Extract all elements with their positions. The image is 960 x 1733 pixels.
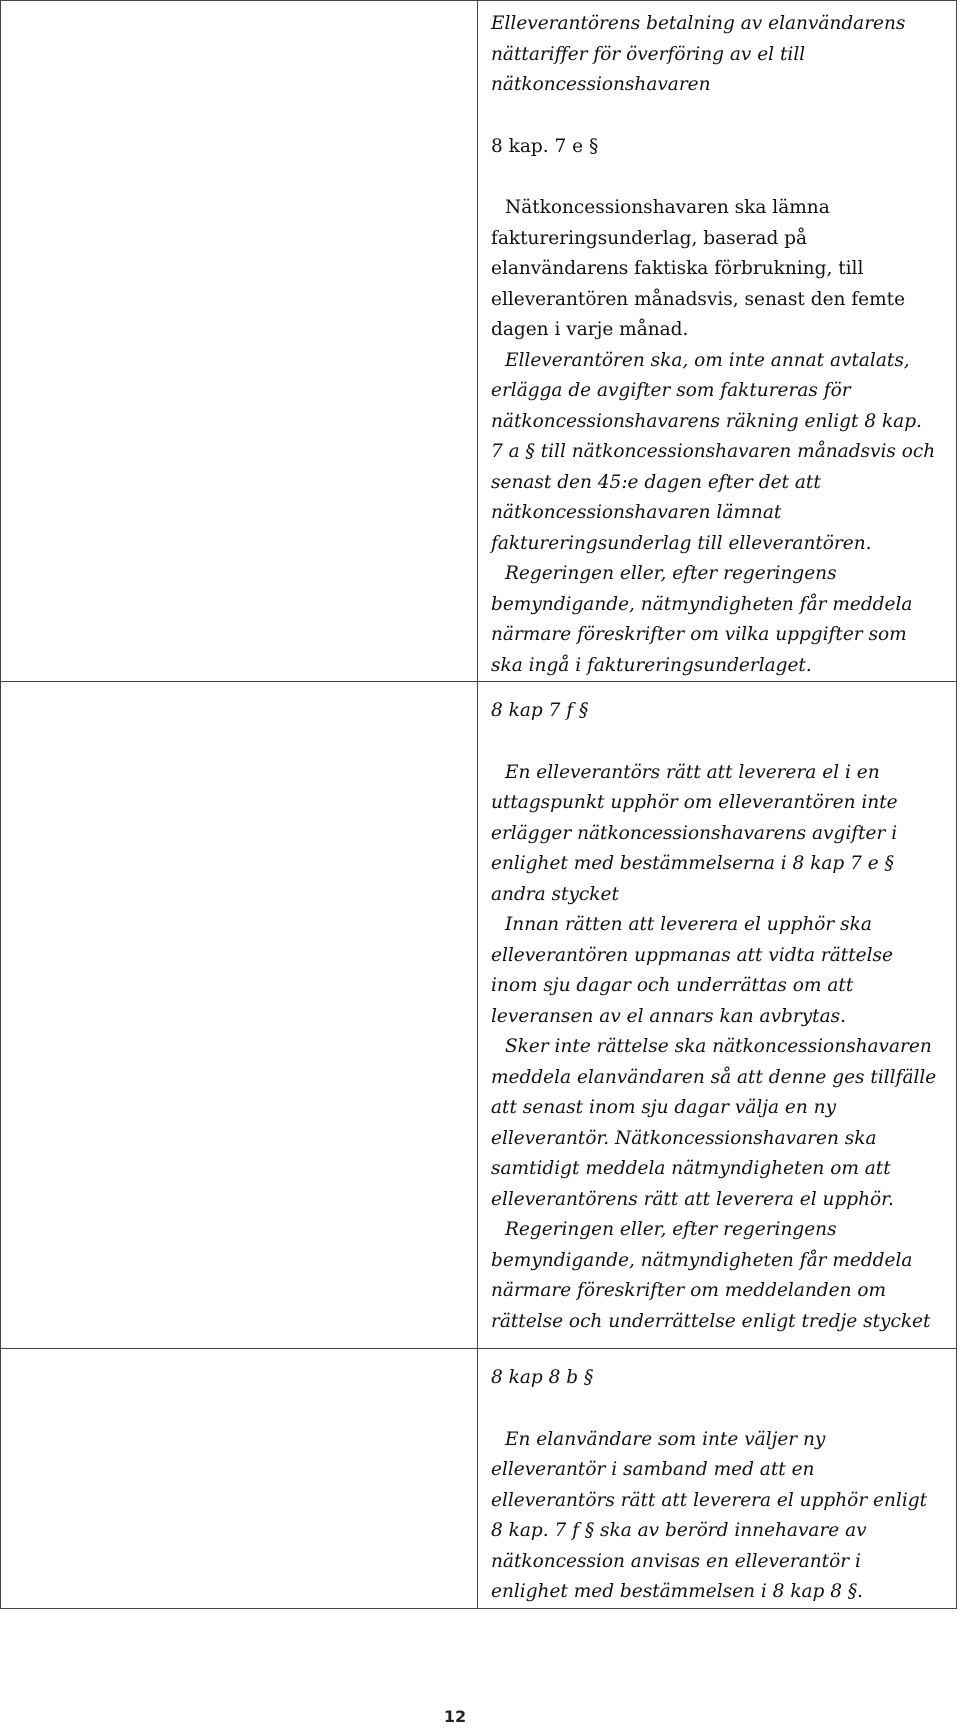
section-reference: 8 kap. 7 e § [491, 135, 599, 157]
section-heading: Elleverantörens betalning av elanvändarens nättariffer för överföring av el till nätkoncessionshavaren [491, 13, 906, 95]
left-column-cell [1, 682, 478, 1349]
table-row [1, 1, 957, 682]
left-column-cell [1, 1349, 478, 1609]
paragraph: En elanvändare som inte väljer ny elleverantör i samband med att en elleverantörs rätt att leverera el upphör enligt 8 kap. 7 f § ska av berörd innehavare av nätkoncession anvisas en elleverantör i enlighet med bestämmelsen i 8 kap 8 §. [491, 1428, 928, 1602]
paragraph: Sker inte rättelse ska nätkoncessionshavaren meddela elanvändaren så att denne ges tillfälle att senast inom sju dagar välja en ny elleverantör. Nätkoncessionshavaren ska samtidigt meddela nätmyndigheten om att elleverantörens rätt att leverera el upphör. [491, 1036, 937, 1210]
left-column-cell [1, 1, 478, 682]
paragraph: Elleverantören ska, om inte annat avtalats, erlägga de avgifter som faktureras för nätkoncessionshavarens räkning enligt 8 kap. 7 a § till nätkoncessionshavaren månadsvis och senast den 45:e dagen efter det att nätkoncessionshavaren lämnat faktureringsunderlag till elleverantören. [491, 349, 936, 554]
right-column-cell [478, 1349, 957, 1609]
paragraph: En elleverantörs rätt att leverera el i en uttagspunkt upphör om elleverantören inte erlägger nätkoncessionshavarens avgifter i enlighet med bestämmelserna i 8 kap 7 e § andra stycket [491, 761, 898, 905]
right-column-cell [478, 1, 957, 682]
paragraph: Regeringen eller, efter regeringens bemyndigande, nätmyndigheten får meddela närmare föreskrifter om meddelanden om rättelse och underrättelse enligt tredje stycket [491, 1219, 931, 1332]
section-reference: 8 kap 7 f § [491, 700, 589, 721]
table-row [1, 1349, 957, 1609]
paragraph: Nätkoncessionshavaren ska lämna faktureringsunderlag, baserad på elanvändarens faktiska förbrukning, till elleverantören månadsvis, senast den femte dagen i varje månad. [491, 197, 906, 340]
table-row [1, 682, 957, 1349]
section-reference: 8 kap 8 b § [491, 1367, 594, 1388]
right-column-cell [478, 682, 957, 1349]
page-number: 12 [443, 1707, 467, 1726]
paragraph: Innan rätten att leverera el upphör ska elleverantören uppmanas att vidta rättelse inom sju dagar och underrättas om att leveransen av el annars kan avbrytas. [491, 914, 893, 1027]
paragraph: Regeringen eller, efter regeringens bemyndigande, nätmyndigheten får meddela närmare föreskrifter om vilka uppgifter som ska ingå i faktureringsunderlaget. [491, 563, 913, 676]
